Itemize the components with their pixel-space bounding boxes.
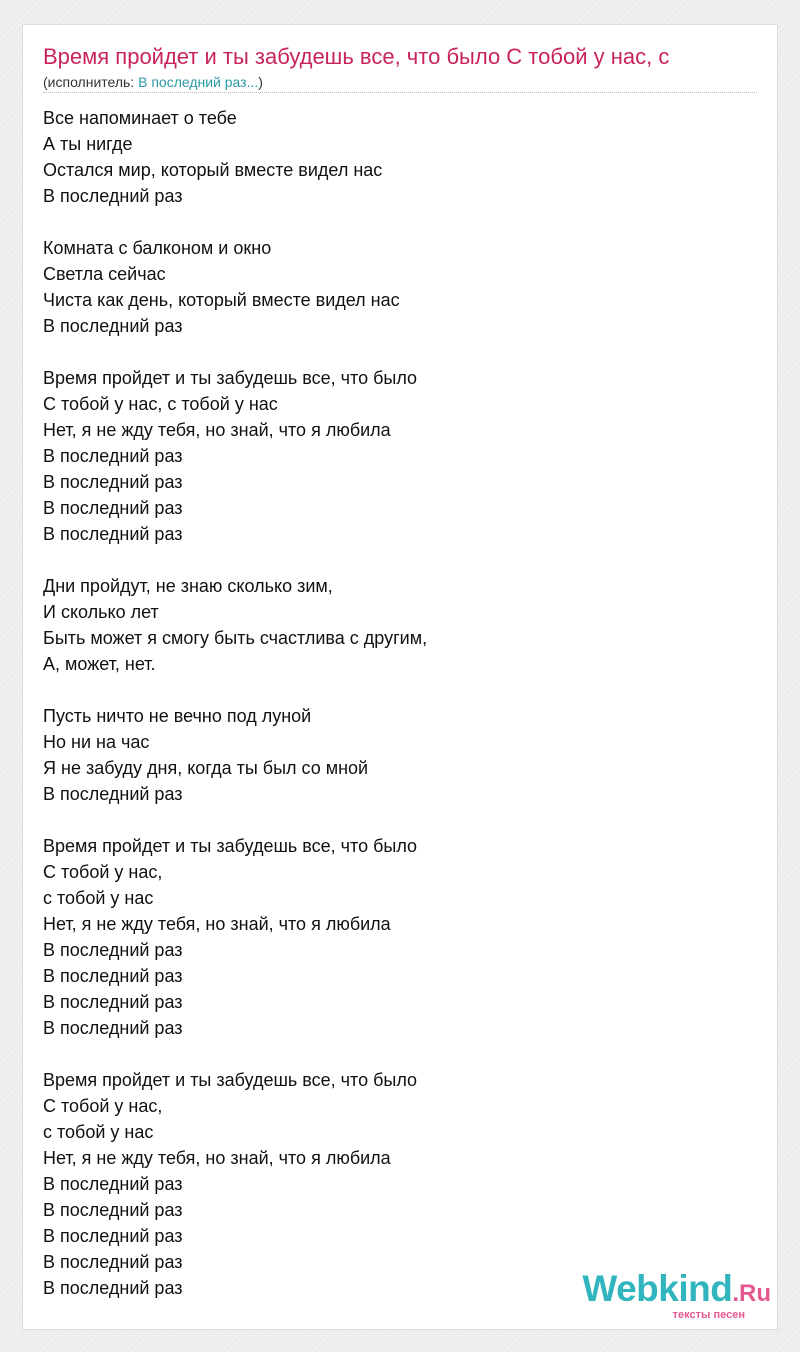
lyric-line: Комната с балконом и окно	[43, 238, 272, 258]
lyric-line: Дни пройдут, не знаю сколько зим,	[43, 576, 333, 596]
lyric-line: Остался мир, который вместе видел нас	[43, 160, 383, 180]
lyric-line: А, может, нет.	[43, 654, 156, 674]
lyric-line: Все напоминает о тебе	[43, 108, 237, 128]
lyric-line: Светла сейчас	[43, 264, 166, 284]
lyric-line: В последний раз	[43, 446, 183, 466]
lyric-line: С тобой у нас, с тобой у нас	[43, 394, 278, 414]
logo-tld: .Ru	[732, 1280, 771, 1307]
lyric-line: С тобой у нас,	[43, 862, 163, 882]
lyric-line: В последний раз	[43, 1226, 183, 1246]
lyric-line: Быть может я смогу быть счастлива с другим,	[43, 628, 428, 648]
lyric-line: В последний раз	[43, 1278, 183, 1298]
lyric-line: Чиста как день, который вместе видел нас	[43, 290, 400, 310]
lyric-line: В последний раз	[43, 1018, 183, 1038]
lyric-line: В последний раз	[43, 1174, 183, 1194]
lyric-line: А ты нигде	[43, 134, 133, 154]
lyric-line: В последний раз	[43, 784, 183, 804]
lyric-line: с тобой у нас	[43, 1122, 154, 1142]
lyric-line: В последний раз	[43, 524, 183, 544]
header-divider	[43, 92, 757, 93]
lyric-line: Время пройдет и ты забудешь все, что было	[43, 1070, 418, 1090]
lyric-line: В последний раз	[43, 472, 183, 492]
lyric-line: с тобой у нас	[43, 888, 154, 908]
lyric-line: Нет, я не жду тебя, но знай, что я любила	[43, 420, 391, 440]
lyrics-text	[43, 105, 743, 1301]
page-title: Время пройдет и ты забудешь все, что было С тобой у нас, с	[43, 44, 670, 69]
stanza-gap	[43, 1041, 743, 1067]
site-logo[interactable]	[582, 1268, 771, 1321]
lyric-line: В последний раз	[43, 498, 183, 518]
logo-tagline: тексты песен	[672, 1309, 745, 1321]
lyric-line: С тобой у нас,	[43, 1096, 163, 1116]
stanza-gap	[43, 547, 743, 573]
lyric-line: В последний раз	[43, 316, 183, 336]
lyric-line: Время пройдет и ты забудешь все, что было	[43, 836, 418, 856]
lyric-line: Я не забуду дня, когда ты был со мной	[43, 758, 369, 778]
lyric-line: Нет, я не жду тебя, но знай, что я любила	[43, 1148, 391, 1168]
lyric-line: Пусть ничто не вечно под луной	[43, 706, 312, 726]
lyric-line: В последний раз	[43, 992, 183, 1012]
lyric-line: В последний раз	[43, 186, 183, 206]
lyric-line: Но ни на час	[43, 732, 150, 752]
artist-prefix: (исполнитель:	[43, 74, 139, 90]
lyric-line: В последний раз	[43, 940, 183, 960]
lyric-line: В последний раз	[43, 966, 183, 986]
stanza-gap	[43, 807, 743, 833]
lyric-line: Нет, я не жду тебя, но знай, что я любила	[43, 914, 391, 934]
artist-suffix: )	[258, 74, 263, 90]
lyric-line: В последний раз	[43, 1252, 183, 1272]
artist-line	[43, 74, 263, 90]
lyric-line: И сколько лет	[43, 602, 159, 622]
stanza-gap	[43, 209, 743, 235]
lyric-line: В последний раз	[43, 1200, 183, 1220]
logo-name: Webkind	[582, 1268, 733, 1309]
stanza-gap	[43, 339, 743, 365]
artist-link[interactable]: В последний раз...	[138, 74, 259, 90]
lyrics-card	[22, 24, 778, 1330]
stanza-gap	[43, 677, 743, 703]
lyric-line: Время пройдет и ты забудешь все, что было	[43, 368, 418, 388]
